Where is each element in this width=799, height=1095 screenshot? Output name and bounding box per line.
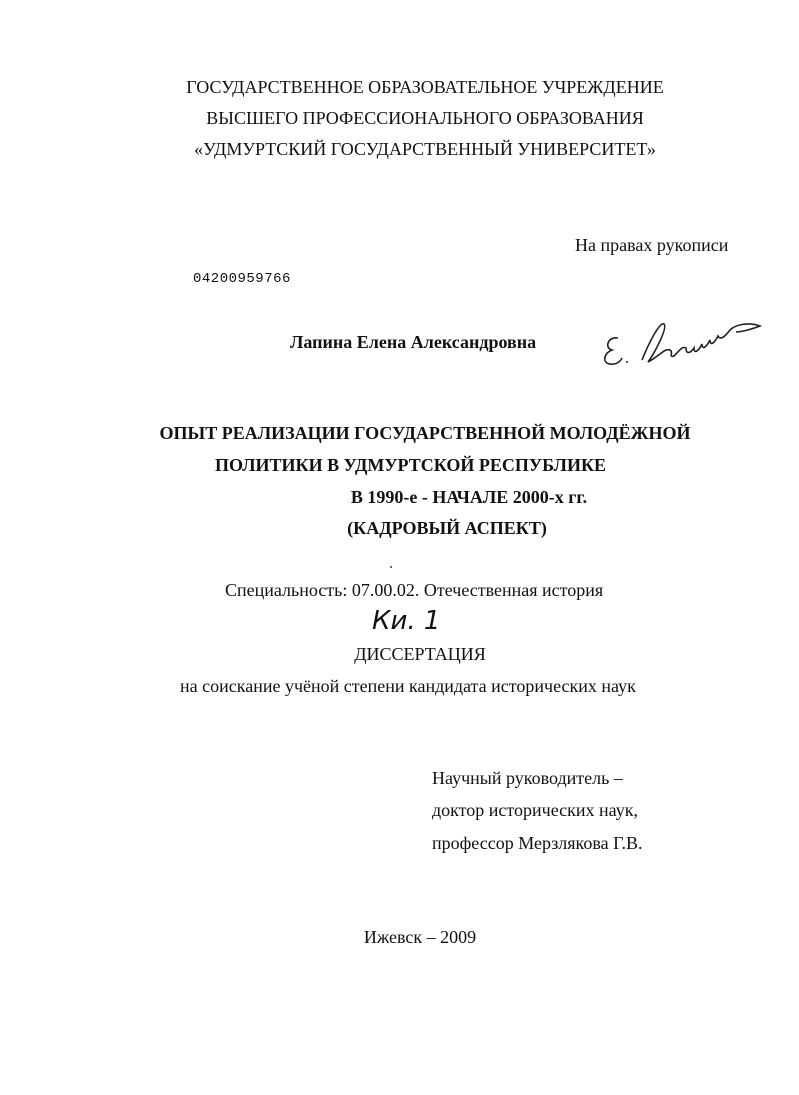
title-line-4: (КАДРОВЫЙ АСПЕКТ) (347, 518, 547, 538)
supervisor-line-3: профессор Мерзлякова Г.В. (432, 833, 643, 853)
document-type: ДИССЕРТАЦИЯ (354, 644, 486, 664)
manuscript-note: На правах рукописи (575, 235, 729, 255)
author-name: Лапина Елена Александровна (290, 332, 537, 352)
title-line-1: ОПЫТ РЕАЛИЗАЦИИ ГОСУДАРСТВЕННОЙ МОЛОДЁЖНОЙ (159, 423, 691, 443)
institution-line-3: «УДМУРТСКИЙ ГОСУДАРСТВЕННЫЙ УНИВЕРСИТЕТ» (194, 139, 656, 159)
institution-line-2: ВЫСШЕГО ПРОФЕССИОНАЛЬНОГО ОБРАЗОВАНИЯ (206, 108, 644, 128)
supervisor-line-1: Научный руководитель – (432, 768, 623, 788)
title-line-2: ПОЛИТИКИ В УДМУРТСКОЙ РЕСПУБЛИКЕ (215, 455, 607, 475)
scan-speck (390, 566, 392, 568)
author-signature (590, 300, 775, 375)
catalog-number: 04200959766 (193, 271, 291, 287)
supervisor-line-2: доктор исторических наук, (432, 800, 638, 820)
specialty: Специальность: 07.00.02. Отечественная история (225, 580, 604, 600)
degree-line: на соискание учёной степени кандидата исторических наук (180, 676, 636, 696)
handwritten-note: Ки. 1 (372, 606, 441, 636)
title-line-3: В 1990-е - НАЧАЛЕ 2000-х гг. (350, 487, 588, 507)
institution-line-1: ГОСУДАРСТВЕННОЕ ОБРАЗОВАТЕЛЬНОЕ УЧРЕЖДЕНИЕ (186, 77, 664, 97)
place-year: Ижевск – 2009 (363, 927, 477, 947)
